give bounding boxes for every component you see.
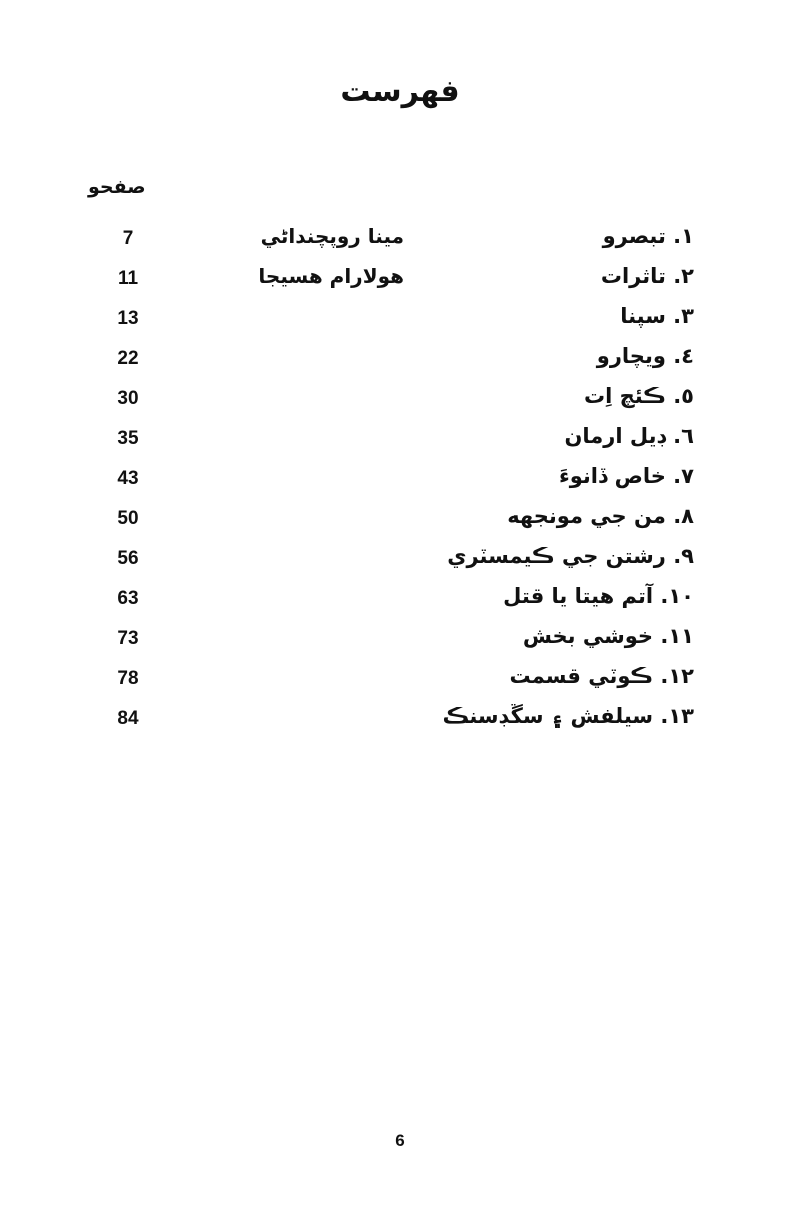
toc-row	[0, 222, 800, 262]
toc-row	[0, 502, 800, 542]
toc-entry-author: هولارام هسيجا	[258, 264, 404, 288]
toc-page-number: 73	[117, 628, 139, 649]
toc-page-number: 43	[117, 468, 139, 489]
toc-entry-title: ١٣. سيلفش ۽ سڱڊسنڪ	[442, 704, 694, 728]
toc-entry-title: ٦. ڊيل ارمان	[564, 424, 694, 448]
toc-page-number: 11	[117, 268, 139, 289]
toc-entry-title: ١. تبصرو	[602, 224, 694, 248]
toc-page-number: 7	[122, 228, 134, 249]
toc-entry-title: ٣. سپنا	[620, 304, 694, 328]
toc-entry-author: مينا روپچنداڻي	[260, 224, 404, 248]
toc-row	[0, 302, 800, 342]
toc-entry-title: ٢. تاثرات	[600, 264, 694, 288]
toc-row	[0, 462, 800, 502]
page-column-label: صفحو	[88, 176, 146, 198]
toc-page-number: 56	[117, 548, 139, 569]
toc-page-number: 78	[117, 668, 139, 689]
page-number: 6	[395, 1131, 405, 1150]
toc-row	[0, 422, 800, 462]
toc-row	[0, 702, 800, 742]
toc-page-number: 35	[117, 428, 139, 449]
toc-entry-title: ١٠. آتم هيتا يا قتل	[503, 584, 694, 608]
toc-page-number: 30	[117, 388, 139, 409]
toc-page-number: 13	[117, 308, 139, 329]
toc-row	[0, 542, 800, 582]
toc-page-number: 50	[117, 508, 139, 529]
toc-entry-title: ١٢. ڪوٽي قسمت	[509, 664, 694, 688]
toc-page-number: 22	[117, 348, 139, 369]
toc-entry-title: ٤. ويچارو	[596, 344, 694, 368]
page-title: فهرست	[340, 74, 460, 109]
toc-row	[0, 342, 800, 382]
toc-entry-title: ٥. ڪئچ اِت	[584, 384, 694, 408]
toc-row	[0, 622, 800, 662]
toc-entry-title: ٧. خاص ڏانوءَ	[558, 464, 694, 488]
toc-page-number: 84	[117, 708, 139, 729]
toc-page-number: 63	[117, 588, 139, 609]
toc-row	[0, 382, 800, 422]
toc-row	[0, 262, 800, 302]
toc-row	[0, 582, 800, 622]
toc-row	[0, 662, 800, 702]
toc-entry-title: ٨. من جي مونجهه	[507, 504, 694, 528]
toc-entry-title: ١١. خوشي بخش	[522, 624, 694, 648]
toc-entry-title: ٩. رشتن جي ڪيمسٽري	[447, 544, 694, 568]
